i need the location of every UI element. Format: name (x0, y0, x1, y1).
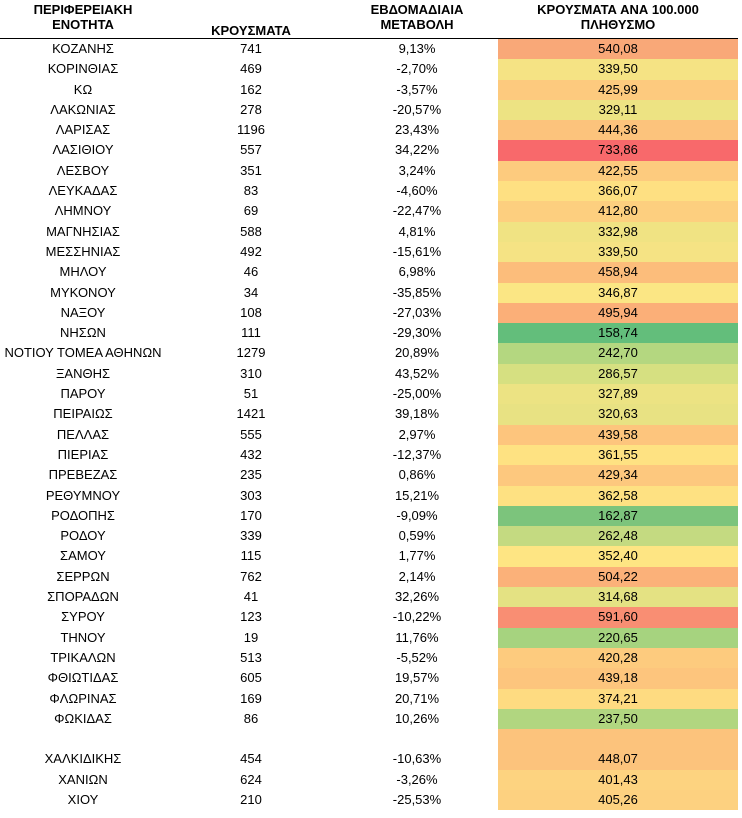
table-row (0, 283, 742, 303)
per100k-cell: 540,08 (498, 39, 738, 59)
cases-cell: 454 (240, 751, 262, 767)
table-row (0, 628, 742, 648)
region-cell: ΛΕΥΚΑΔΑΣ (48, 183, 118, 199)
table-row (0, 181, 742, 201)
table-row (0, 709, 742, 729)
per100k-cell: 327,89 (498, 384, 738, 404)
weekly-change-cell: -22,47% (392, 203, 442, 219)
weekly-change-cell: -25,00% (392, 386, 442, 402)
cases-cell: 469 (240, 61, 262, 77)
cases-cell: 351 (240, 162, 262, 178)
table-row (0, 607, 742, 627)
per100k-cell: 458,94 (498, 262, 738, 282)
region-cell: ΣΥΡΟΥ (61, 609, 105, 625)
weekly-change-cell: -3,57% (396, 81, 438, 97)
region-cell: ΠΡΕΒΕΖΑΣ (48, 467, 118, 483)
weekly-change-cell: -25,53% (392, 791, 442, 807)
header-region-line2: ΕΝΟΤΗΤΑ (52, 17, 114, 32)
table-row (0, 587, 742, 607)
table-row (0, 343, 742, 363)
cases-cell: 303 (240, 487, 262, 503)
weekly-change-cell: -5,52% (396, 649, 438, 665)
per100k-cell: 422,55 (498, 161, 738, 181)
cases-cell: 51 (243, 386, 259, 402)
weekly-change-cell: 1,77% (398, 548, 436, 564)
region-cell: ΜΕΣΣΗΝΙΑΣ (45, 243, 121, 259)
cases-cell: 741 (240, 41, 262, 56)
region-cell: ΛΑΡΙΣΑΣ (55, 122, 111, 138)
cases-cell: 86 (243, 710, 259, 726)
cases-cell: 235 (240, 467, 262, 483)
per100k-cell: 286,57 (498, 364, 738, 384)
table-row (0, 364, 742, 384)
cases-cell: 278 (240, 101, 262, 117)
per100k-cell: 314,68 (498, 587, 738, 607)
per100k-cell: 401,43 (498, 770, 738, 790)
region-cell: ΡΕΘΥΜΝΟΥ (45, 487, 121, 503)
per100k-cell: 733,86 (498, 140, 738, 160)
cases-cell: 1196 (237, 122, 265, 138)
data-table-body (0, 39, 742, 810)
weekly-change-cell: -2,70% (396, 61, 438, 77)
region-cell: ΦΘΙΩΤΙΔΑΣ (47, 670, 119, 686)
weekly-change-cell: 3,24% (398, 162, 436, 178)
per100k-cell: 439,58 (498, 425, 738, 445)
per100k-cell: 420,28 (498, 648, 738, 668)
weekly-change-cell: -15,61% (392, 243, 442, 259)
cases-cell: 492 (240, 243, 262, 259)
weekly-change-cell: 4,81% (398, 223, 436, 239)
weekly-change-cell: -27,03% (392, 304, 442, 320)
table-row (0, 506, 742, 526)
region-cell: ΧΑΝΙΩΝ (58, 771, 108, 787)
region-cell: ΚΟΡΙΝΘΙΑΣ (47, 61, 119, 77)
region-cell: ΚΟΖΑΝΗΣ (52, 41, 114, 56)
per100k-cell (498, 729, 738, 749)
weekly-change-cell: 11,76% (395, 629, 439, 645)
table-row (0, 39, 742, 59)
region-cell: ΡΟΔΟΥ (60, 528, 106, 544)
cases-cell: 432 (240, 446, 262, 462)
cases-cell: 605 (240, 670, 262, 686)
cases-cell: 111 (241, 325, 261, 341)
per100k-cell: 448,07 (498, 749, 738, 769)
weekly-change-cell: 20,89% (394, 345, 440, 361)
cases-cell: 555 (240, 426, 262, 442)
cases-cell: 624 (240, 771, 262, 787)
cases-cell: 513 (240, 649, 262, 665)
per100k-cell: 242,70 (498, 343, 738, 363)
table-row (0, 80, 742, 100)
weekly-change-cell: -4,60% (396, 183, 438, 199)
cases-cell: 115 (240, 548, 262, 564)
region-cell (0, 729, 166, 749)
weekly-change-cell: -29,30% (392, 325, 442, 341)
per100k-cell: 320,63 (498, 404, 738, 424)
weekly-change-cell: 0,86% (398, 467, 436, 483)
per100k-cell: 329,11 (498, 100, 738, 120)
cases-cell: 34 (243, 284, 259, 300)
weekly-change-cell: -20,57% (392, 101, 442, 117)
region-cell: ΝΑΞΟΥ (60, 304, 106, 320)
region-cell: ΠΕΙΡΑΙΩΣ (53, 406, 113, 422)
region-cell: ΝΗΣΩΝ (60, 325, 106, 341)
header-region-line1: ΠΕΡΙΦΕΡΕΙΑΚΗ (33, 2, 133, 17)
per100k-cell: 366,07 (498, 181, 738, 201)
cases-cell: 19 (243, 629, 259, 645)
weekly-change-cell: 19,57% (394, 670, 440, 686)
region-cell: ΜΥΚΟΝΟΥ (50, 284, 116, 300)
per100k-cell: 158,74 (498, 323, 738, 343)
region-cell: ΡΟΔΟΠΗΣ (51, 507, 115, 523)
weekly-change-cell: 32,26% (394, 589, 440, 605)
region-cell: ΣΕΡΡΩΝ (56, 568, 110, 584)
table-row (0, 59, 742, 79)
table-row (0, 668, 742, 688)
table-row (0, 445, 742, 465)
weekly-change-cell: 2,97% (398, 426, 436, 442)
region-cell: ΣΠΟΡΑΔΩΝ (47, 589, 119, 605)
per100k-cell: 339,50 (498, 242, 738, 262)
table-row (0, 526, 742, 546)
region-cell: ΛΑΣΙΘΙΟΥ (52, 142, 114, 158)
weekly-change-cell: 10,26% (394, 710, 440, 726)
region-cell: ΠΙΕΡΙΑΣ (57, 446, 109, 462)
weekly-change-cell: 43,52% (394, 365, 440, 381)
weekly-change-cell: 23,43% (394, 122, 440, 138)
table-row (0, 567, 742, 587)
table-row (0, 425, 742, 445)
table-row (0, 120, 742, 140)
per100k-cell: 352,40 (498, 546, 738, 566)
cases-cell: 339 (240, 528, 262, 544)
cases-cell: 210 (240, 791, 262, 807)
weekly-change-cell: 0,59% (398, 528, 436, 544)
cases-cell: 1279 (236, 345, 266, 361)
per100k-cell: 374,21 (498, 689, 738, 709)
table-row (0, 222, 742, 242)
header-per100k-line2: ΠΛΗΘΥΣΜΟ (580, 17, 656, 32)
region-cell: ΦΩΚΙΔΑΣ (54, 710, 112, 726)
region-cell: ΛΑΚΩΝΙΑΣ (50, 101, 116, 117)
cases-cell: 162 (240, 81, 262, 97)
region-cell: ΦΛΩΡΙΝΑΣ (49, 690, 117, 706)
per100k-cell: 362,58 (498, 486, 738, 506)
header-weekly-change (336, 2, 498, 38)
weekly-change-cell: 39,18% (394, 406, 440, 422)
cases-cell: 588 (240, 223, 262, 239)
table-row (0, 404, 742, 424)
cases-cell: 762 (240, 568, 262, 584)
region-cell: ΤΗΝΟΥ (60, 629, 106, 645)
table-row (0, 100, 742, 120)
weekly-change-cell: 9,13% (398, 41, 436, 56)
table-row (0, 749, 742, 769)
weekly-change-cell: 6,98% (398, 264, 436, 280)
per100k-cell: 162,87 (498, 506, 738, 526)
table-row (0, 323, 742, 343)
weekly-change-cell: -10,63% (392, 751, 442, 767)
per100k-cell: 412,80 (498, 201, 738, 221)
per100k-cell: 591,60 (498, 607, 738, 627)
table-row (0, 140, 742, 160)
region-cell: ΧΑΛΚΙΔΙΚΗΣ (44, 751, 122, 767)
region-cell: ΠΕΛΛΑΣ (56, 426, 110, 442)
region-cell: ΚΩ (73, 81, 93, 97)
table-row (0, 689, 742, 709)
region-cell: ΜΑΓΝΗΣΙΑΣ (46, 223, 120, 239)
cases-cell: 557 (240, 142, 262, 158)
table-row (0, 770, 742, 790)
cases-cell: 83 (243, 183, 259, 199)
per100k-cell: 429,34 (498, 465, 738, 485)
table-row (0, 486, 742, 506)
header-cases: ΚΡΟΥΣΜΑΤΑ (211, 23, 291, 38)
table-row (0, 546, 742, 566)
weekly-change-cell: 2,14% (398, 568, 436, 584)
weekly-change-cell: 20,71% (394, 690, 440, 706)
weekly-change-cell (336, 729, 498, 749)
table-row (0, 242, 742, 262)
cases-cell: 169 (240, 690, 262, 706)
region-cell: ΠΑΡΟΥ (60, 386, 106, 402)
per100k-cell: 220,65 (498, 628, 738, 648)
header-per100k-line1: ΚΡΟΥΣΜΑΤΑ ΑΝΑ 100.000 (537, 2, 699, 17)
per100k-cell: 504,22 (498, 567, 738, 587)
weekly-change-cell: -35,85% (392, 284, 442, 300)
per100k-cell: 361,55 (498, 445, 738, 465)
table-row (0, 201, 742, 221)
cases-cell: 123 (240, 609, 262, 625)
table-row (0, 262, 742, 282)
weekly-change-cell: -3,26% (396, 771, 438, 787)
per100k-cell: 444,36 (498, 120, 738, 140)
region-cell: ΝΟΤΙΟΥ ΤΟΜΕΑ ΑΘΗΝΩΝ (4, 345, 162, 361)
cases-cell (166, 729, 336, 749)
per100k-cell: 425,99 (498, 80, 738, 100)
region-cell: ΛΕΣΒΟΥ (56, 162, 110, 178)
per100k-cell: 495,94 (498, 303, 738, 323)
weekly-change-cell: -12,37% (392, 446, 442, 462)
table-row (0, 384, 742, 404)
region-cell: ΜΗΛΟΥ (59, 264, 107, 280)
table-row (0, 648, 742, 668)
region-cell: ΣΑΜΟΥ (60, 548, 106, 564)
cases-cell: 170 (240, 507, 262, 523)
header-region (0, 2, 166, 38)
header-change-line2: ΜΕΤΑΒΟΛΗ (380, 17, 454, 32)
region-cell: ΧΙΟΥ (67, 791, 99, 807)
table-spacer-row (0, 729, 742, 749)
table-row (0, 161, 742, 181)
table-row (0, 790, 742, 810)
table-row (0, 465, 742, 485)
header-cases-per-100k (498, 2, 738, 38)
per100k-cell: 237,50 (498, 709, 738, 729)
weekly-change-cell: 34,22% (394, 142, 440, 158)
per100k-cell: 439,18 (498, 668, 738, 688)
per100k-cell: 332,98 (498, 222, 738, 242)
weekly-change-cell: -9,09% (396, 507, 438, 523)
cases-cell: 46 (243, 264, 259, 280)
per100k-cell: 339,50 (498, 59, 738, 79)
region-cell: ΤΡΙΚΑΛΩΝ (50, 649, 116, 665)
region-cell: ΞΑΝΘΗΣ (55, 365, 111, 381)
table-row (0, 303, 742, 323)
cases-cell: 41 (243, 589, 259, 605)
per100k-cell: 346,87 (498, 283, 738, 303)
weekly-change-cell: -10,22% (392, 609, 442, 625)
cases-cell: 69 (243, 203, 259, 219)
per100k-cell: 262,48 (498, 526, 738, 546)
region-cell: ΛΗΜΝΟΥ (54, 203, 112, 219)
cases-cell: 310 (240, 365, 262, 381)
cases-cell: 1421 (236, 406, 266, 422)
header-change-line1: ΕΒΔΟΜΑΔΙΑΙΑ (370, 2, 464, 17)
per100k-cell: 405,26 (498, 790, 738, 810)
weekly-change-cell: 15,21% (394, 487, 440, 503)
cases-cell: 108 (240, 304, 262, 320)
